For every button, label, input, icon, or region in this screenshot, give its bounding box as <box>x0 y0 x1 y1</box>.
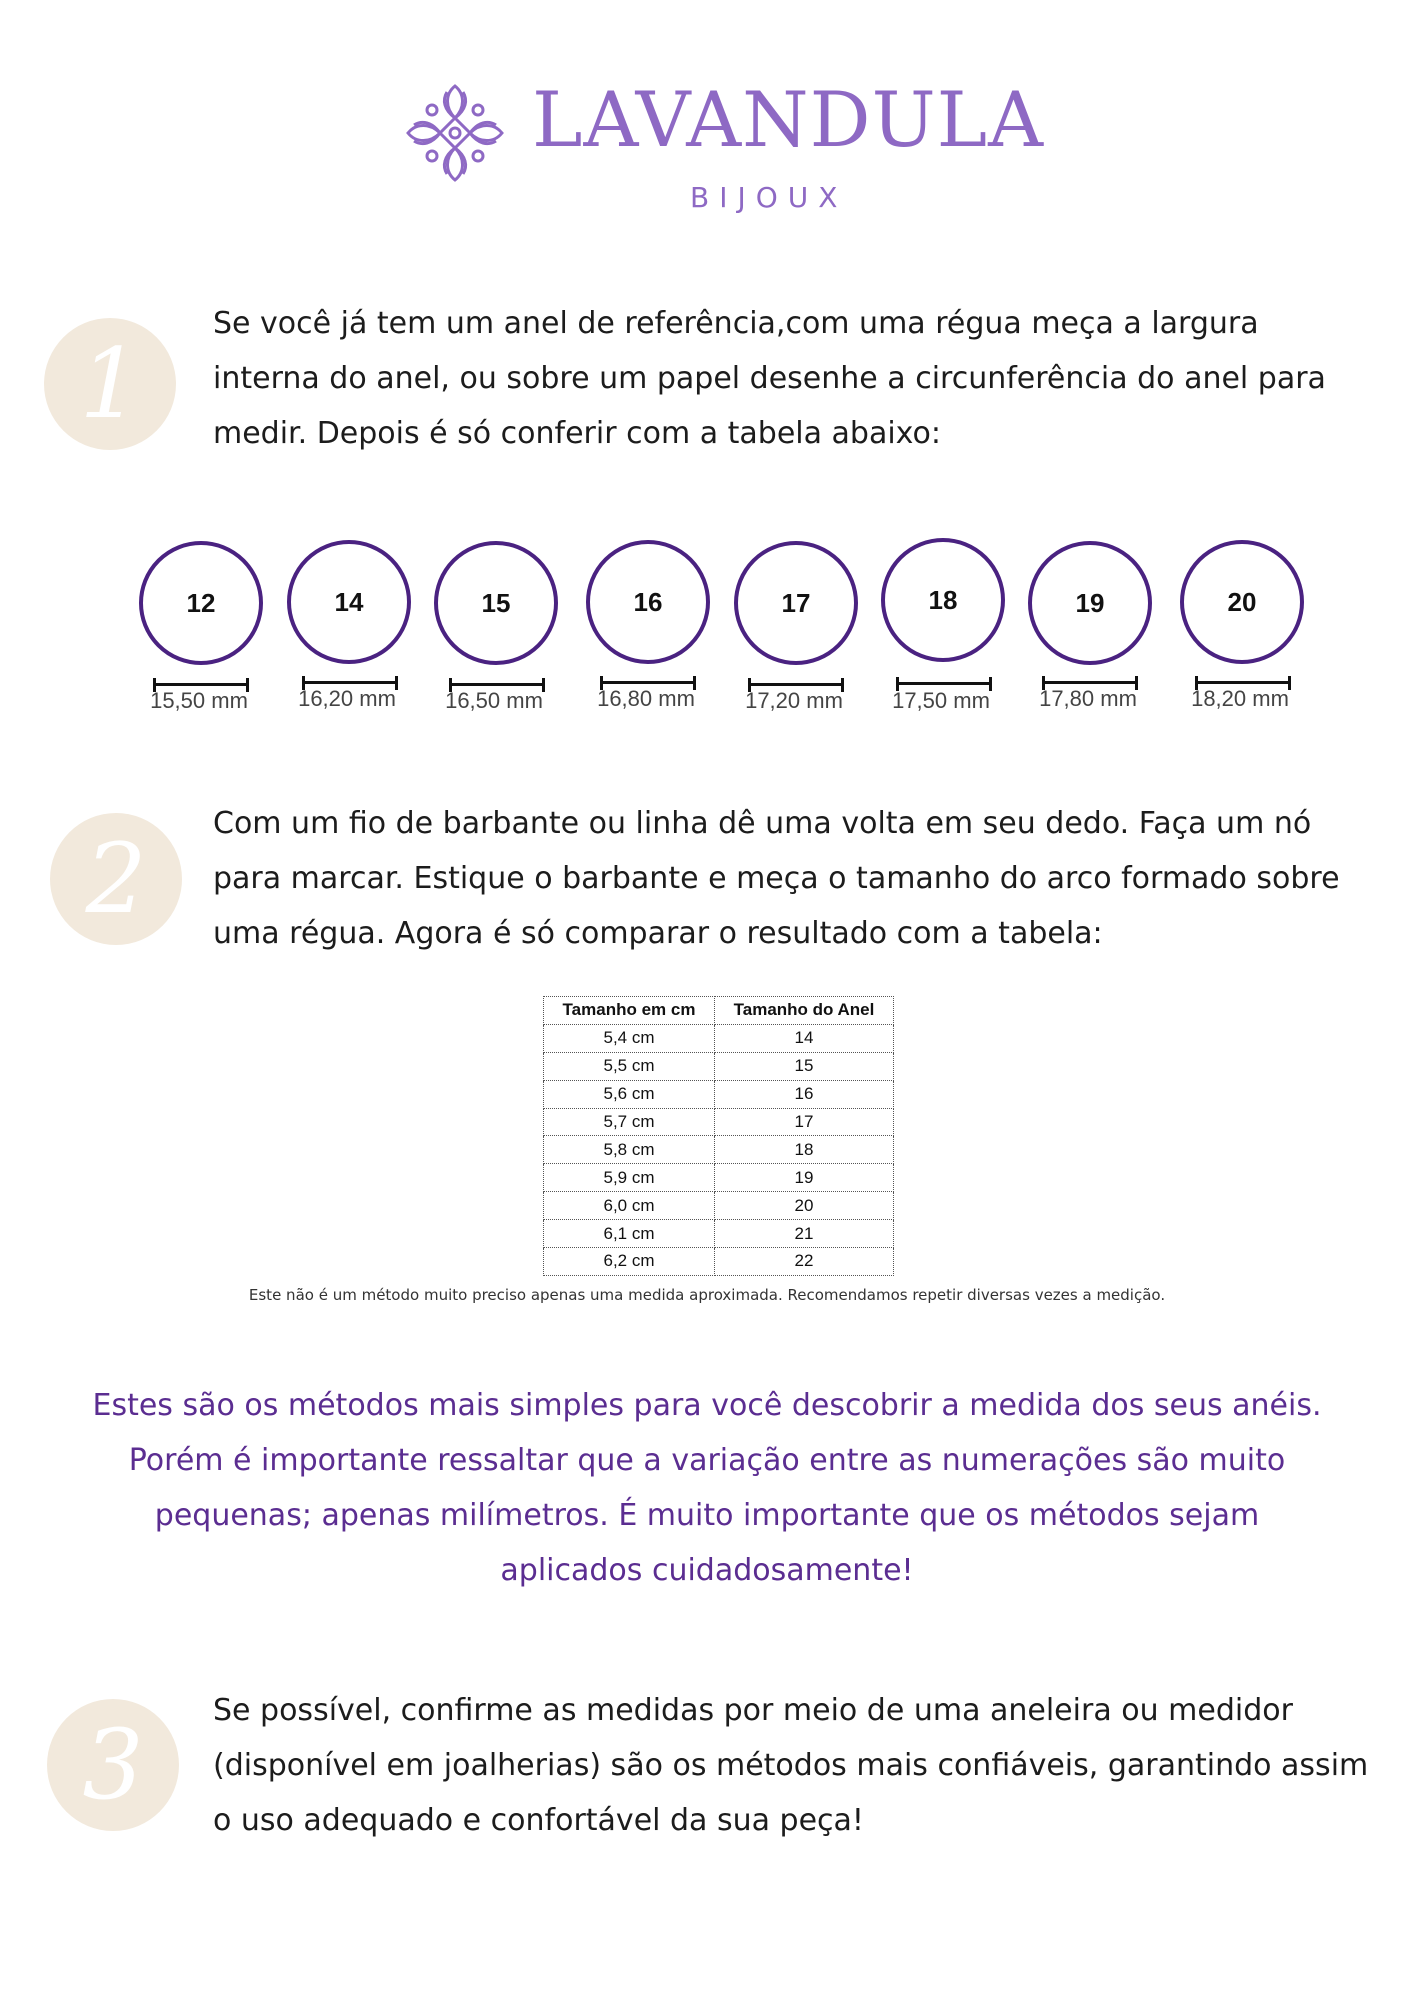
table-cell-ring: 16 <box>715 1080 894 1108</box>
ring-circle <box>586 540 710 664</box>
table-cell-cm: 6,0 cm <box>544 1192 715 1220</box>
table-row <box>544 1192 894 1220</box>
step-3-badge <box>47 1699 179 1831</box>
table-cell-ring: 21 <box>715 1220 894 1248</box>
ring-diameter: 16,80 mm <box>597 686 695 711</box>
ring-circle <box>434 541 558 665</box>
table-cell-ring: 20 <box>715 1192 894 1220</box>
ring-diameter: 16,20 mm <box>298 686 396 711</box>
table-row <box>544 1024 894 1052</box>
ring-circle <box>1028 541 1152 665</box>
ring-diameter: 17,20 mm <box>745 688 843 713</box>
step-2-text: Com um fio de barbante ou linha dê uma volta em seu dedo. Faça um nó para marcar. Estique o barbante e meça o tamanho do arco formado sobre uma régua. Agora é só comparar o resultado com a tabela: <box>213 806 1340 951</box>
table-cell-cm: 5,8 cm <box>544 1136 715 1164</box>
ring-diameter: 17,50 mm <box>892 688 990 713</box>
ring-size-label: 19 <box>1075 588 1105 618</box>
table-note: Este não é um método muito preciso apenas uma medida aproximada. Recomendamos repetir diversas vezes a medição. <box>248 1286 1166 1304</box>
ring-size-label: 16 <box>633 587 663 617</box>
ring-size-label: 14 <box>334 587 364 617</box>
table-cell-cm: 5,7 cm <box>544 1108 715 1136</box>
table-cell-ring: 19 <box>715 1164 894 1192</box>
step-1-text: Se você já tem um anel de referência,com uma régua meça a largura interna do anel, ou sobre um papel desenhe a circunferência do anel para medir. Depois é só conferir com a tabela abaixo: <box>213 306 1326 451</box>
step-3-text: Se possível, confirme as medidas por meio de uma aneleira ou medidor (disponível em joalherias) são os métodos mais confiáveis, garantindo assim o uso adequado e confortável da sua peça! <box>213 1693 1369 1838</box>
table-header-ring: Tamanho do Anel <box>715 997 894 1025</box>
table-header-cm: Tamanho em cm <box>544 997 715 1025</box>
table-row <box>544 1136 894 1164</box>
table-cell-ring: 22 <box>715 1248 894 1276</box>
step-1-badge <box>44 318 176 450</box>
ring-circle <box>287 540 411 664</box>
table-header-row <box>544 997 894 1025</box>
table-row <box>544 1248 894 1276</box>
table-row <box>544 1080 894 1108</box>
step-3-number: 3 <box>82 1709 144 1821</box>
ring-circle <box>1180 540 1304 664</box>
table-row <box>544 1108 894 1136</box>
ring-diameter: 18,20 mm <box>1191 686 1289 711</box>
ring-circle <box>734 541 858 665</box>
ring-size-label: 20 <box>1227 587 1257 617</box>
brand-name: LAVANDULA <box>532 75 1045 164</box>
step-2-badge <box>50 813 182 945</box>
table-cell-ring: 18 <box>715 1136 894 1164</box>
ring-size-label: 18 <box>928 585 958 615</box>
table-cell-ring: 15 <box>715 1052 894 1080</box>
ring-diameter: 15,50 mm <box>150 688 248 713</box>
step-1-number: 1 <box>79 328 141 440</box>
table-cell-cm: 6,2 cm <box>544 1248 715 1276</box>
table-cell-cm: 5,6 cm <box>544 1080 715 1108</box>
ring-size-label: 15 <box>481 588 511 618</box>
table-cell-cm: 5,9 cm <box>544 1164 715 1192</box>
size-conversion-table <box>543 996 894 1276</box>
table-cell-ring: 17 <box>715 1108 894 1136</box>
lotus-flower-icon <box>400 78 510 188</box>
ring-circle <box>881 538 1005 662</box>
table-cell-cm: 6,1 cm <box>544 1220 715 1248</box>
brand-subtitle: BIJOUX <box>690 181 848 214</box>
ring-diameter: 16,50 mm <box>445 688 543 713</box>
table-row <box>544 1164 894 1192</box>
highlight-paragraph: Estes são os métodos mais simples para você descobrir a medida dos seus anéis. Porém é importante ressaltar que a variação entre as numerações são muito pequenas; apenas milímetros. É muito importante que os métodos sejam aplicados cuidadosamente! <box>92 1388 1322 1588</box>
ring-size-label: 12 <box>186 588 216 618</box>
brand-logo <box>400 75 1045 228</box>
ring-circle <box>139 541 263 665</box>
table-cell-cm: 5,4 cm <box>544 1024 715 1052</box>
table-row <box>544 1052 894 1080</box>
ring-diameter: 17,80 mm <box>1039 686 1137 711</box>
step-2-number: 2 <box>85 823 147 935</box>
table-cell-cm: 5,5 cm <box>544 1052 715 1080</box>
table-cell-ring: 14 <box>715 1024 894 1052</box>
ring-size-label: 17 <box>781 588 811 618</box>
table-row <box>544 1220 894 1248</box>
